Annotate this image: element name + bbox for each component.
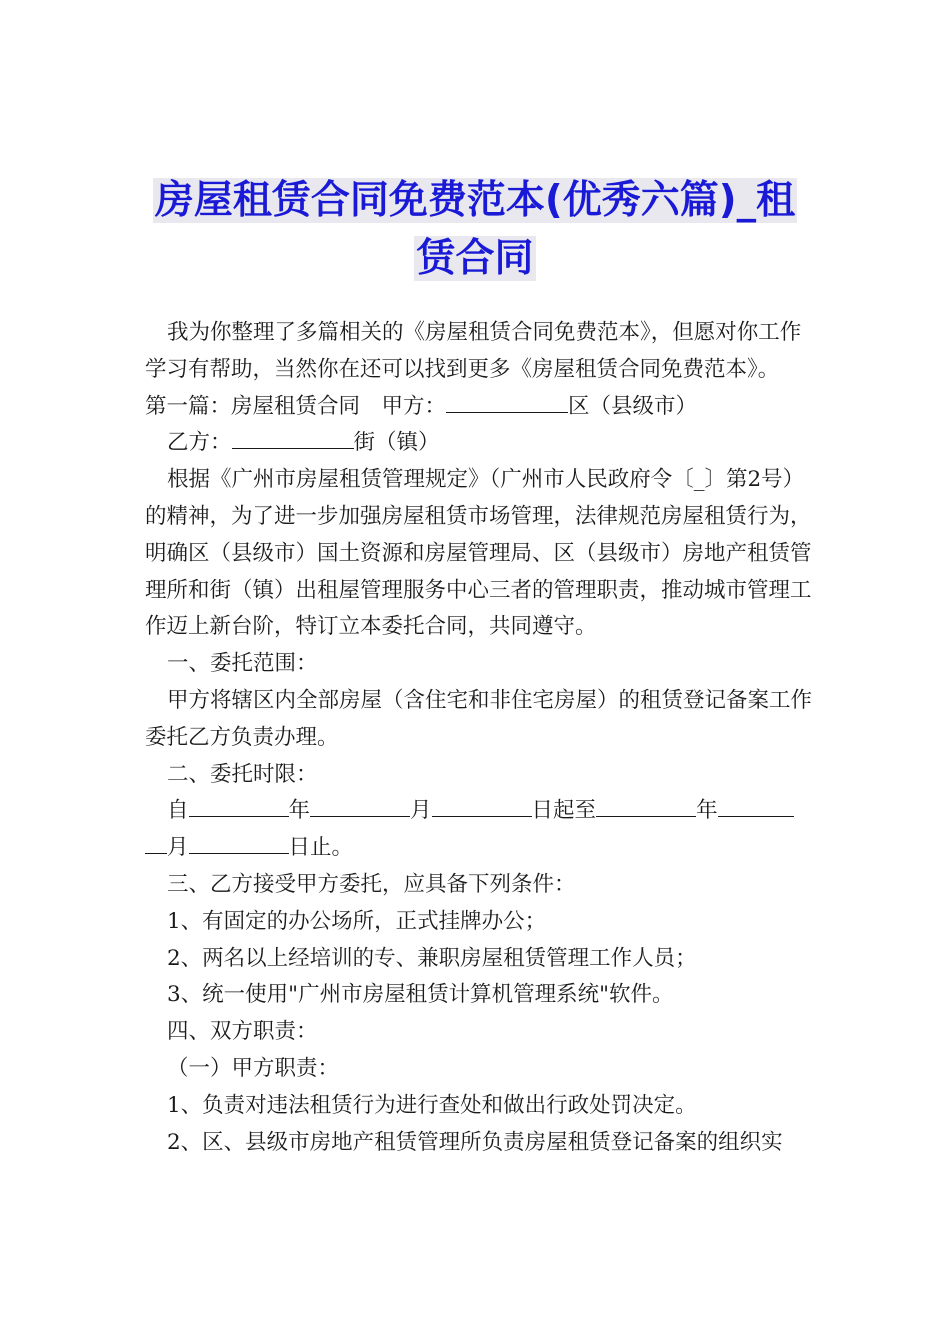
section-4-item-1: 1、负责对违法租赁行为进行查处和做出行政处罚决定。: [167, 1092, 697, 1118]
section-3-item-3: 3、统一使用"广州市房屋租赁计算机管理系统"软件。: [167, 982, 674, 1008]
end-month-blank-part2: [145, 831, 167, 854]
section-3-item-2: 2、两名以上经培训的专、兼职房屋租赁管理工作人员；: [167, 945, 697, 971]
basis-paragraph: 根据《广州市房屋租赁管理规定》（广州市人民政府令〔_〕第2号）的精神，为了进一步加强房屋租赁市场管理，法律规范房屋租赁行为，明确区（县级市）国土资源和房屋管理局、区（县级市）房地产租赁管理所和街（镇）出租屋管理服务中心三者的管理职责，推动城市管理工作迈上新台阶，特订立本委托合同，共同遵守。: [145, 467, 812, 640]
intro-paragraph: 我为你整理了多篇相关的《房屋租赁合同免费范本》，但愿对你工作学习有帮助，当然你在还可以找到更多《房屋租赁合同免费范本》。: [145, 320, 802, 382]
document-body: [145, 315, 815, 1161]
party-a-blank: [446, 390, 568, 413]
section-1-body: 甲方将辖区内全部房屋（含住宅和非住宅房屋）的租赁登记备案工作委托乙方负责办理。: [145, 687, 813, 750]
first-heading-text: 第一篇：房屋租赁合同 甲方：: [145, 393, 447, 419]
section-4-heading: 四、双方职责：: [167, 1019, 318, 1045]
period-from-label: 自: [167, 798, 189, 824]
section-4-item-2: 2、区、县级市房地产租赁管理所负责房屋租赁登记备案的组织实: [167, 1129, 783, 1155]
document-title: [140, 172, 810, 288]
section-3-heading: 三、乙方接受甲方委托，应具备下列条件：: [167, 871, 576, 897]
section-2-heading: 二、委托时限：: [167, 761, 318, 787]
period-line: [145, 793, 815, 867]
period-month2-label: 月: [167, 835, 189, 861]
first-heading-after: 区（县级市）: [568, 393, 698, 419]
period-month-label: 月: [410, 798, 432, 824]
start-month-blank: [310, 794, 410, 817]
period-day-from-label: 日起至: [531, 798, 597, 824]
party-b-after: 街（镇）: [353, 430, 440, 456]
section-3-item-1: 1、有固定的办公场所，正式挂牌办公；: [167, 908, 547, 934]
period-end-label: 日止。: [288, 835, 354, 861]
end-year-blank: [596, 794, 696, 817]
party-b-label: 乙方：: [167, 430, 232, 456]
title-line-1: 房屋租赁合同免费范本(优秀六篇)_租: [154, 178, 796, 223]
section-4-sub-1: （一）甲方职责：: [167, 1055, 340, 1081]
first-heading-line: [145, 389, 815, 426]
end-month-blank-part1: [718, 794, 794, 817]
party-b-line: [145, 425, 815, 462]
period-year-label: 年: [288, 798, 311, 824]
start-year-blank: [189, 794, 289, 817]
end-day-blank: [189, 831, 289, 854]
section-1-heading: 一、委托范围：: [167, 651, 318, 677]
start-day-blank: [432, 794, 532, 817]
period-year2-label: 年: [696, 798, 718, 824]
party-b-blank: [232, 426, 354, 449]
title-line-2: 赁合同: [416, 236, 534, 281]
